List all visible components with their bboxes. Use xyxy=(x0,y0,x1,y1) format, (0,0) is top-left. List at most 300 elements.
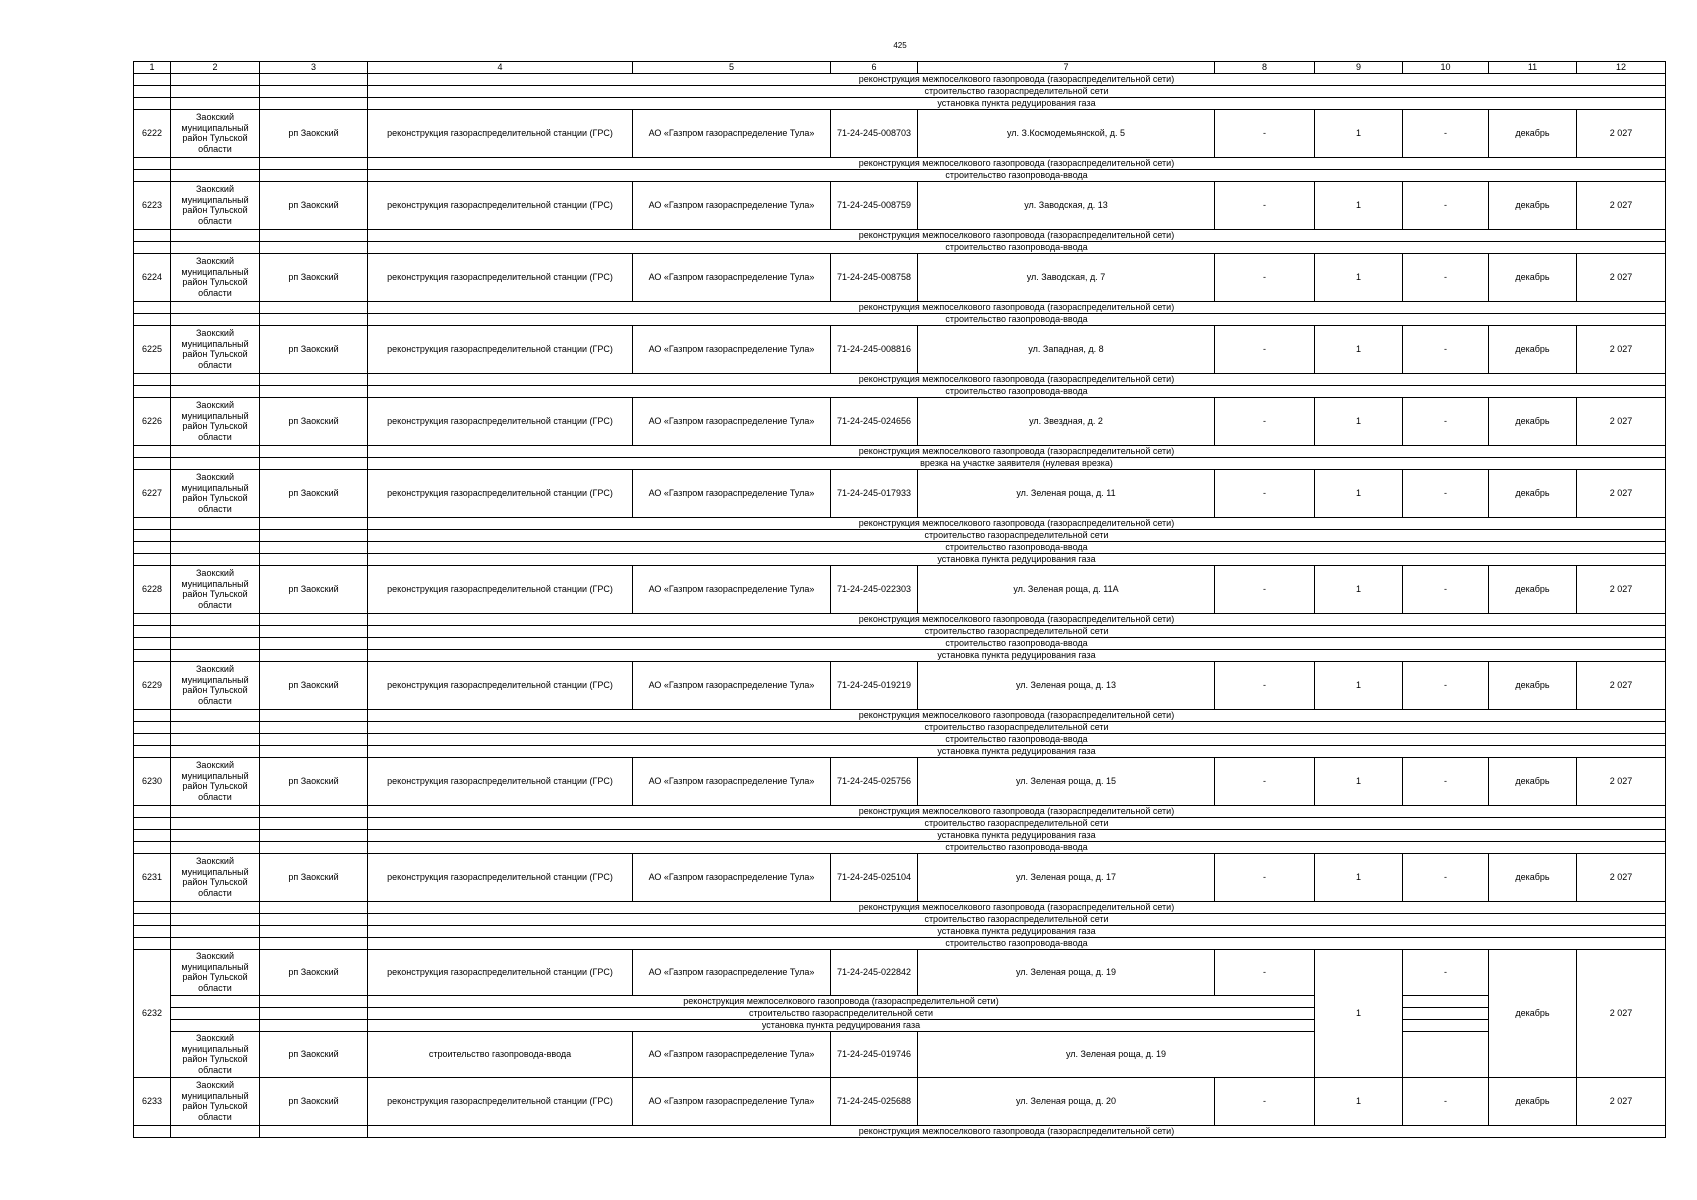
year-cell: 2 027 xyxy=(1577,397,1666,445)
locality-cell: рп Заокский xyxy=(260,469,368,517)
work-type-cell: реконструкция межпоселкового газопровода (газораспределительной сети) xyxy=(368,995,1315,1007)
work-type-cell: реконструкция межпоселкового газопровода (газораспределительной сети) xyxy=(368,157,1666,169)
work-type-cell: строительство газопровода-ввода xyxy=(368,937,1666,949)
empty-cell xyxy=(260,841,368,853)
organization-cell: АО «Газпром газораспределение Тула» xyxy=(633,1077,831,1125)
month-cell: декабрь xyxy=(1489,469,1577,517)
work-type-row xyxy=(134,841,1666,853)
empty-cell xyxy=(260,517,368,529)
empty-cell xyxy=(171,385,260,397)
column-header: 8 xyxy=(1215,62,1315,74)
empty-cell xyxy=(260,937,368,949)
column-9-cell: 1 xyxy=(1315,109,1403,157)
empty-cell xyxy=(1403,1007,1489,1019)
work-type-row xyxy=(134,541,1666,553)
empty-cell xyxy=(134,937,171,949)
empty-cell xyxy=(260,541,368,553)
empty-cell xyxy=(171,313,260,325)
column-header: 4 xyxy=(368,62,633,74)
empty-cell xyxy=(260,169,368,181)
district-cell: Заокский муниципальный район Тульской области xyxy=(171,469,260,517)
column-8-cell: - xyxy=(1215,325,1315,373)
work-type-cell: строительство газопровода-ввода xyxy=(368,385,1666,397)
district-cell: Заокский муниципальный район Тульской области xyxy=(171,397,260,445)
organization-cell: АО «Газпром газораспределение Тула» xyxy=(633,469,831,517)
address-cell: ул. Зеленая роща, д. 19 xyxy=(918,1031,1315,1077)
locality-cell: рп Заокский xyxy=(260,853,368,901)
object-cell: реконструкция газораспределительной станции (ГРС) xyxy=(368,469,633,517)
object-code-cell: 71-24-245-025688 xyxy=(831,1077,918,1125)
work-type-row xyxy=(134,457,1666,469)
work-type-row xyxy=(134,517,1666,529)
locality-cell: рп Заокский xyxy=(260,253,368,301)
column-9-cell: 1 xyxy=(1315,1077,1403,1125)
year-cell: 2 027 xyxy=(1577,253,1666,301)
record-row xyxy=(134,325,1666,373)
year-cell: 2 027 xyxy=(1577,181,1666,229)
empty-cell xyxy=(260,637,368,649)
work-type-cell: реконструкция межпоселкового газопровода (газораспределительной сети) xyxy=(368,73,1666,85)
empty-cell xyxy=(171,169,260,181)
empty-cell xyxy=(260,313,368,325)
empty-cell xyxy=(171,817,260,829)
record-row xyxy=(134,109,1666,157)
work-type-row xyxy=(134,313,1666,325)
column-10-cell: - xyxy=(1403,853,1489,901)
empty-cell xyxy=(171,529,260,541)
work-type-cell: установка пункта редуцирования газа xyxy=(368,1019,1315,1031)
work-type-row xyxy=(134,709,1666,721)
empty-cell xyxy=(260,85,368,97)
construction-schedule-table xyxy=(133,61,1666,1138)
work-type-cell: строительство газораспределительной сети xyxy=(368,85,1666,97)
empty-cell xyxy=(134,829,171,841)
empty-cell xyxy=(134,169,171,181)
object-code-cell: 71-24-245-008759 xyxy=(831,181,918,229)
year-cell: 2 027 xyxy=(1577,661,1666,709)
work-type-row xyxy=(134,169,1666,181)
work-type-cell: установка пункта редуцирования газа xyxy=(368,745,1666,757)
month-cell: декабрь xyxy=(1489,181,1577,229)
empty-cell xyxy=(260,913,368,925)
empty-cell xyxy=(134,901,171,913)
column-header: 11 xyxy=(1489,62,1577,74)
object-cell: реконструкция газораспределительной станции (ГРС) xyxy=(368,565,633,613)
locality-cell: рп Заокский xyxy=(260,325,368,373)
column-9-cell: 1 xyxy=(1315,181,1403,229)
empty-cell xyxy=(134,637,171,649)
work-type-row xyxy=(134,733,1666,745)
column-header: 10 xyxy=(1403,62,1489,74)
empty-cell xyxy=(171,85,260,97)
work-type-cell: реконструкция межпоселкового газопровода (газораспределительной сети) xyxy=(368,229,1666,241)
empty-cell xyxy=(134,649,171,661)
column-header: 2 xyxy=(171,62,260,74)
work-type-cell: установка пункта редуцирования газа xyxy=(368,925,1666,937)
column-9-cell: 1 xyxy=(1315,949,1403,1077)
work-type-cell: строительство газораспределительной сети xyxy=(368,721,1666,733)
work-type-cell: реконструкция межпоселкового газопровода (газораспределительной сети) xyxy=(368,901,1666,913)
column-header: 3 xyxy=(260,62,368,74)
column-8-cell: - xyxy=(1215,661,1315,709)
object-cell: реконструкция газораспределительной станции (ГРС) xyxy=(368,949,633,995)
empty-cell xyxy=(171,805,260,817)
empty-cell xyxy=(260,97,368,109)
column-8-cell: - xyxy=(1215,949,1315,995)
column-9-cell: 1 xyxy=(1315,469,1403,517)
record-number: 6225 xyxy=(134,325,171,373)
column-8-cell: - xyxy=(1215,253,1315,301)
month-cell: декабрь xyxy=(1489,661,1577,709)
organization-cell: АО «Газпром газораспределение Тула» xyxy=(633,661,831,709)
locality-cell: рп Заокский xyxy=(260,1077,368,1125)
month-cell: декабрь xyxy=(1489,109,1577,157)
work-type-row xyxy=(134,829,1666,841)
object-cell: реконструкция газораспределительной станции (ГРС) xyxy=(368,109,633,157)
page-number: 425 xyxy=(893,41,907,50)
column-8-cell: - xyxy=(1215,853,1315,901)
district-cell: Заокский муниципальный район Тульской области xyxy=(171,661,260,709)
address-cell: ул. Зеленая роща, д. 20 xyxy=(918,1077,1215,1125)
district-cell: Заокский муниципальный район Тульской области xyxy=(171,325,260,373)
work-type-cell: реконструкция межпоселкового газопровода (газораспределительной сети) xyxy=(368,517,1666,529)
empty-cell xyxy=(260,613,368,625)
empty-cell xyxy=(260,721,368,733)
address-cell: ул. Зеленая роща, д. 15 xyxy=(918,757,1215,805)
work-type-cell: строительство газораспределительной сети xyxy=(368,817,1666,829)
work-type-row xyxy=(134,805,1666,817)
work-type-row xyxy=(134,445,1666,457)
record-number: 6223 xyxy=(134,181,171,229)
column-10-cell: - xyxy=(1403,661,1489,709)
empty-cell xyxy=(134,157,171,169)
district-cell: Заокский муниципальный район Тульской области xyxy=(171,757,260,805)
empty-cell xyxy=(171,925,260,937)
address-cell: ул. Заводская, д. 7 xyxy=(918,253,1215,301)
work-type-row xyxy=(134,241,1666,253)
district-cell: Заокский муниципальный район Тульской области xyxy=(171,949,260,995)
record-row-6232-first xyxy=(134,949,1666,995)
work-type-row xyxy=(134,613,1666,625)
empty-cell xyxy=(171,637,260,649)
year-cell: 2 027 xyxy=(1577,853,1666,901)
year-cell: 2 027 xyxy=(1577,109,1666,157)
object-code-cell: 71-24-245-017933 xyxy=(831,469,918,517)
empty-cell xyxy=(134,229,171,241)
column-header: 5 xyxy=(633,62,831,74)
column-10-cell: - xyxy=(1403,1077,1489,1125)
empty-cell xyxy=(171,841,260,853)
column-9-cell: 1 xyxy=(1315,661,1403,709)
month-cell: декабрь xyxy=(1489,253,1577,301)
work-type-row xyxy=(134,901,1666,913)
record-number: 6233 xyxy=(134,1077,171,1125)
empty-cell xyxy=(134,73,171,85)
column-8-cell: - xyxy=(1215,109,1315,157)
empty-cell xyxy=(260,529,368,541)
work-type-row xyxy=(134,721,1666,733)
empty-cell xyxy=(260,1019,368,1031)
work-type-row xyxy=(134,625,1666,637)
empty-cell xyxy=(171,229,260,241)
empty-cell xyxy=(260,445,368,457)
column-9-cell: 1 xyxy=(1315,853,1403,901)
work-type-row xyxy=(134,649,1666,661)
empty-cell xyxy=(171,445,260,457)
empty-cell xyxy=(260,925,368,937)
object-cell: реконструкция газораспределительной станции (ГРС) xyxy=(368,325,633,373)
empty-cell xyxy=(134,373,171,385)
work-type-cell: установка пункта редуцирования газа xyxy=(368,97,1666,109)
empty-cell xyxy=(260,995,368,1007)
work-type-row xyxy=(134,553,1666,565)
district-cell: Заокский муниципальный район Тульской области xyxy=(171,565,260,613)
object-cell: реконструкция газораспределительной станции (ГРС) xyxy=(368,1077,633,1125)
column-header: 7 xyxy=(918,62,1215,74)
record-number: 6224 xyxy=(134,253,171,301)
empty-cell xyxy=(260,385,368,397)
empty-cell xyxy=(134,313,171,325)
empty-cell xyxy=(260,901,368,913)
record-row xyxy=(134,661,1666,709)
object-code-cell: 71-24-245-019746 xyxy=(831,1031,918,1077)
column-9-cell: 1 xyxy=(1315,253,1403,301)
column-9-cell: 1 xyxy=(1315,565,1403,613)
empty-cell xyxy=(134,805,171,817)
record-number: 6229 xyxy=(134,661,171,709)
locality-cell: рп Заокский xyxy=(260,949,368,995)
work-type-row xyxy=(134,913,1666,925)
empty-cell xyxy=(260,733,368,745)
object-cell: строительство газопровода-ввода xyxy=(368,1031,633,1077)
month-cell: декабрь xyxy=(1489,325,1577,373)
work-type-row xyxy=(134,229,1666,241)
record-number: 6227 xyxy=(134,469,171,517)
month-cell: декабрь xyxy=(1489,757,1577,805)
work-type-row xyxy=(134,1125,1666,1137)
empty-cell xyxy=(134,733,171,745)
empty-cell xyxy=(134,241,171,253)
empty-cell xyxy=(134,613,171,625)
empty-cell xyxy=(171,241,260,253)
record-number: 6222 xyxy=(134,109,171,157)
object-cell: реконструкция газораспределительной станции (ГРС) xyxy=(368,253,633,301)
locality-cell: рп Заокский xyxy=(260,181,368,229)
empty-cell xyxy=(134,85,171,97)
organization-cell: АО «Газпром газораспределение Тула» xyxy=(633,325,831,373)
object-code-cell: 71-24-245-008703 xyxy=(831,109,918,157)
empty-cell xyxy=(260,745,368,757)
work-type-row xyxy=(134,373,1666,385)
address-cell: ул. Заводская, д. 13 xyxy=(918,181,1215,229)
empty-cell xyxy=(260,73,368,85)
column-8-cell: - xyxy=(1215,757,1315,805)
column-10-cell: - xyxy=(1403,949,1489,995)
record-number: 6231 xyxy=(134,853,171,901)
empty-cell xyxy=(260,553,368,565)
empty-cell xyxy=(134,445,171,457)
empty-cell xyxy=(134,817,171,829)
column-10-cell: - xyxy=(1403,109,1489,157)
object-code-cell: 71-24-245-025756 xyxy=(831,757,918,805)
column-header: 6 xyxy=(831,62,918,74)
work-type-cell: строительство газораспределительной сети xyxy=(368,1007,1315,1019)
record-row xyxy=(134,565,1666,613)
object-cell: реконструкция газораспределительной станции (ГРС) xyxy=(368,853,633,901)
column-8-cell: - xyxy=(1215,181,1315,229)
organization-cell: АО «Газпром газораспределение Тула» xyxy=(633,253,831,301)
record-row xyxy=(134,469,1666,517)
empty-cell xyxy=(171,541,260,553)
work-type-cell: установка пункта редуцирования газа xyxy=(368,649,1666,661)
empty-cell xyxy=(171,1125,260,1137)
object-cell: реконструкция газораспределительной станции (ГРС) xyxy=(368,397,633,445)
column-10-cell: - xyxy=(1403,253,1489,301)
empty-cell xyxy=(171,937,260,949)
work-type-cell: строительство газопровода-ввода xyxy=(368,637,1666,649)
work-type-cell: строительство газопровода-ввода xyxy=(368,733,1666,745)
empty-cell xyxy=(171,913,260,925)
object-code-cell: 71-24-245-022842 xyxy=(831,949,918,995)
record-row xyxy=(134,253,1666,301)
address-cell: ул. Зеленая роща, д. 13 xyxy=(918,661,1215,709)
work-type-cell: реконструкция межпоселкового газопровода (газораспределительной сети) xyxy=(368,301,1666,313)
work-type-cell: строительство газопровода-ввода xyxy=(368,841,1666,853)
empty-cell xyxy=(134,913,171,925)
organization-cell: АО «Газпром газораспределение Тула» xyxy=(633,565,831,613)
empty-cell xyxy=(134,385,171,397)
work-type-cell: реконструкция межпоселкового газопровода (газораспределительной сети) xyxy=(368,613,1666,625)
column-10-cell: - xyxy=(1403,565,1489,613)
object-cell: реконструкция газораспределительной станции (ГРС) xyxy=(368,757,633,805)
record-row xyxy=(134,181,1666,229)
empty-cell xyxy=(171,901,260,913)
work-type-row xyxy=(134,937,1666,949)
work-type-row xyxy=(134,1007,1666,1019)
year-cell: 2 027 xyxy=(1577,949,1666,1077)
empty-cell xyxy=(171,829,260,841)
work-type-cell: реконструкция межпоселкового газопровода (газораспределительной сети) xyxy=(368,1125,1666,1137)
empty-cell xyxy=(260,829,368,841)
object-cell: реконструкция газораспределительной станции (ГРС) xyxy=(368,181,633,229)
locality-cell: рп Заокский xyxy=(260,109,368,157)
work-type-row xyxy=(134,745,1666,757)
work-type-cell: реконструкция межпоселкового газопровода (газораспределительной сети) xyxy=(368,709,1666,721)
record-row xyxy=(134,757,1666,805)
locality-cell: рп Заокский xyxy=(260,397,368,445)
empty-cell xyxy=(134,709,171,721)
district-cell: Заокский муниципальный район Тульской области xyxy=(171,253,260,301)
empty-cell xyxy=(260,241,368,253)
empty-cell xyxy=(171,157,260,169)
empty-cell xyxy=(134,541,171,553)
work-type-row xyxy=(134,85,1666,97)
empty-cell xyxy=(260,457,368,469)
empty-cell xyxy=(134,925,171,937)
empty-cell xyxy=(260,649,368,661)
empty-cell xyxy=(134,745,171,757)
empty-cell xyxy=(134,1125,171,1137)
month-cell: декабрь xyxy=(1489,397,1577,445)
empty-cell xyxy=(260,1125,368,1137)
object-cell: реконструкция газораспределительной станции (ГРС) xyxy=(368,661,633,709)
empty-cell xyxy=(171,649,260,661)
address-cell: ул. Зеленая роща, д. 17 xyxy=(918,853,1215,901)
district-cell: Заокский муниципальный район Тульской области xyxy=(171,1031,260,1077)
empty-cell xyxy=(134,625,171,637)
empty-cell xyxy=(134,457,171,469)
column-10-cell: - xyxy=(1403,469,1489,517)
column-10-cell: - xyxy=(1403,397,1489,445)
work-type-cell: строительство газораспределительной сети xyxy=(368,913,1666,925)
empty-cell xyxy=(134,301,171,313)
object-code-cell: 71-24-245-022303 xyxy=(831,565,918,613)
locality-cell: рп Заокский xyxy=(260,1031,368,1077)
column-header: 9 xyxy=(1315,62,1403,74)
work-type-cell: строительство газопровода-ввода xyxy=(368,241,1666,253)
work-type-cell: строительство газораспределительной сети xyxy=(368,529,1666,541)
address-cell: ул. Зеленая роща, д. 19 xyxy=(918,949,1215,995)
work-type-row xyxy=(134,97,1666,109)
year-cell: 2 027 xyxy=(1577,325,1666,373)
month-cell: декабрь xyxy=(1489,565,1577,613)
address-cell: ул. З.Космодемьянской, д. 5 xyxy=(918,109,1215,157)
organization-cell: АО «Газпром газораспределение Тула» xyxy=(633,181,831,229)
locality-cell: рп Заокский xyxy=(260,661,368,709)
empty-cell xyxy=(260,157,368,169)
empty-cell xyxy=(134,841,171,853)
empty-cell xyxy=(171,995,260,1007)
work-type-cell: строительство газопровода-ввода xyxy=(368,169,1666,181)
empty-cell xyxy=(260,817,368,829)
locality-cell: рп Заокский xyxy=(260,565,368,613)
organization-cell: АО «Газпром газораспределение Тула» xyxy=(633,853,831,901)
district-cell: Заокский муниципальный район Тульской области xyxy=(171,853,260,901)
empty-cell xyxy=(134,553,171,565)
work-type-cell: строительство газораспределительной сети xyxy=(368,625,1666,637)
address-cell: ул. Звездная, д. 2 xyxy=(918,397,1215,445)
work-type-row xyxy=(134,925,1666,937)
empty-cell xyxy=(134,517,171,529)
address-cell: ул. Зеленая роща, д. 11 xyxy=(918,469,1215,517)
record-row xyxy=(134,1077,1666,1125)
year-cell: 2 027 xyxy=(1577,757,1666,805)
empty-cell xyxy=(171,1007,260,1019)
work-type-cell: врезка на участке заявителя (нулевая врезка) xyxy=(368,457,1666,469)
record-number: 6226 xyxy=(134,397,171,445)
column-8-cell: - xyxy=(1215,565,1315,613)
work-type-row xyxy=(134,301,1666,313)
empty-cell xyxy=(134,721,171,733)
empty-cell xyxy=(134,529,171,541)
record-row xyxy=(134,853,1666,901)
column-8-cell: - xyxy=(1215,1077,1315,1125)
district-cell: Заокский муниципальный район Тульской области xyxy=(171,181,260,229)
year-cell: 2 027 xyxy=(1577,1077,1666,1125)
empty-cell xyxy=(1403,1019,1489,1031)
empty-cell xyxy=(171,373,260,385)
column-10-cell: - xyxy=(1403,757,1489,805)
locality-cell: рп Заокский xyxy=(260,757,368,805)
record-number: 6232 xyxy=(134,949,171,1077)
work-type-cell: установка пункта редуцирования газа xyxy=(368,553,1666,565)
organization-cell: АО «Газпром газораспределение Тула» xyxy=(633,1031,831,1077)
empty-cell xyxy=(171,301,260,313)
record-number: 6228 xyxy=(134,565,171,613)
work-type-row xyxy=(134,995,1666,1007)
month-cell: декабрь xyxy=(1489,1077,1577,1125)
column-header: 1 xyxy=(134,62,171,74)
